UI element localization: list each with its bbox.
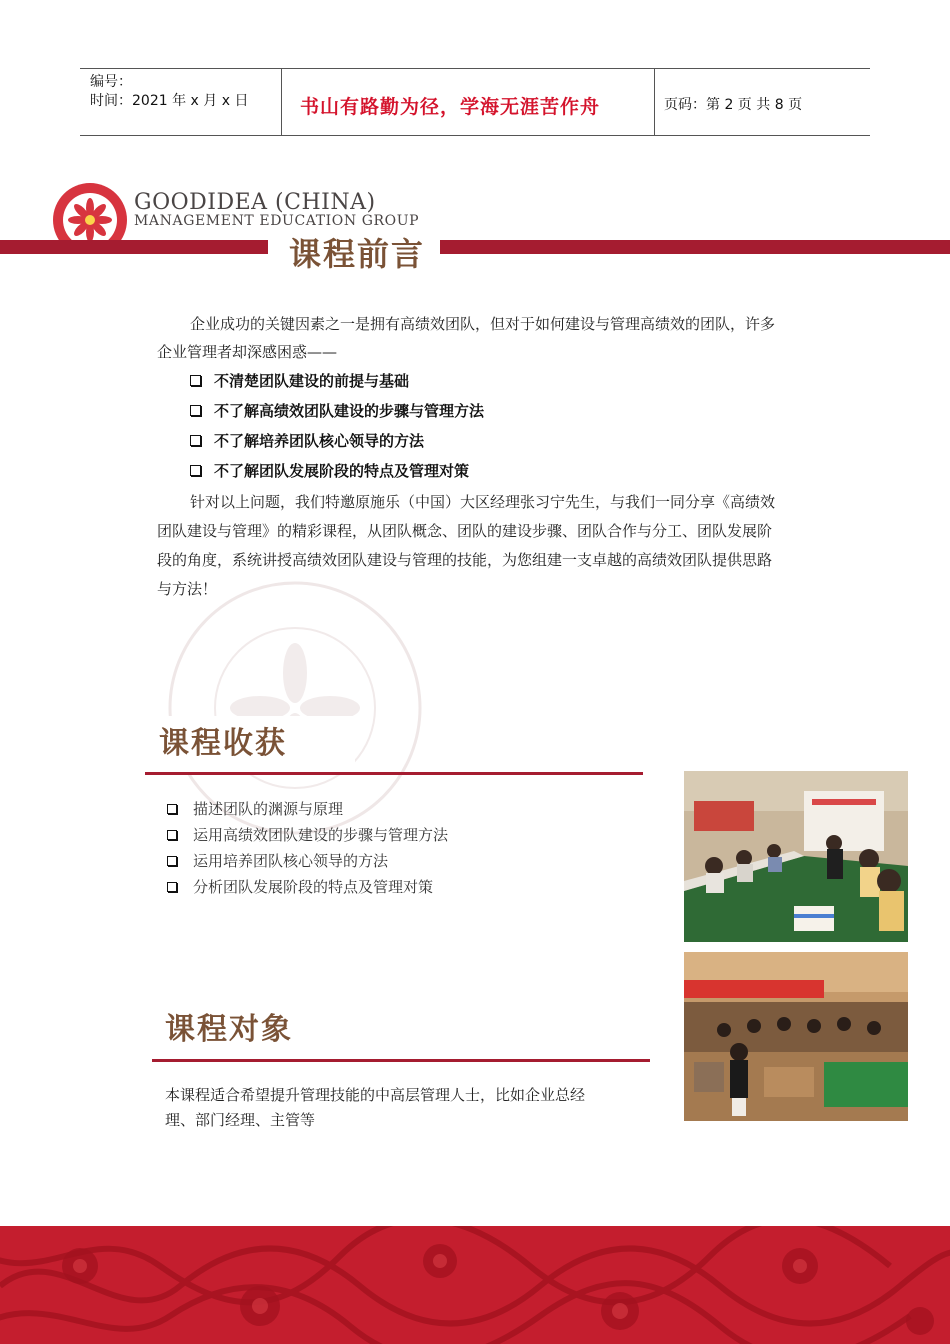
header-divider-1 (281, 68, 282, 136)
preface-paragraph-line-4: 与方法！ (157, 580, 218, 598)
logo-line-2: MANAGEMENT EDUCATION GROUP (134, 213, 420, 229)
gains-list (167, 796, 448, 900)
header-top-rule (80, 68, 870, 69)
preface-bar-right (440, 240, 950, 254)
checkbox-bullet-icon (167, 830, 177, 840)
preface-problem-list (190, 366, 484, 486)
audience-title: 课程对象 (165, 1012, 293, 1047)
audience-underline (152, 1059, 650, 1062)
goodidea-logo-icon (50, 180, 130, 240)
audience-line-1: 本课程适合希望提升管理技能的中高层管理人士，比如企业总经 (165, 1086, 586, 1104)
preface-intro-line-2: 企业管理者却深感困惑—— (157, 343, 338, 361)
gains-title: 课程收获 (159, 726, 287, 761)
checkbox-bullet-icon (190, 405, 201, 416)
classroom-photo-1 (684, 771, 908, 942)
header-page-label: 页码：第 2 页 共 8 页 (664, 97, 803, 113)
list-item: 描述团队的渊源与原理 (167, 796, 448, 822)
list-item: 不清楚团队建设的前提与基础 (190, 366, 484, 396)
logo-line-1: GOODIDEA (CHINA) (134, 190, 376, 215)
list-item: 不了解培养团队核心领导的方法 (190, 426, 484, 456)
checkbox-bullet-icon (167, 882, 177, 892)
checkbox-bullet-icon (190, 435, 201, 446)
list-item: 运用培养团队核心领导的方法 (167, 848, 448, 874)
header-motto: 书山有路勤为径，学海无涯苦作舟 (300, 96, 601, 118)
audience-line-2: 理、部门经理、主管等 (165, 1111, 316, 1129)
preface-paragraph-line-1: 针对以上问题，我们特邀原施乐（中国）大区经理张习宁先生，与我们一同分享《高绩效 (190, 493, 776, 511)
header-number-label: 编号： (90, 74, 132, 90)
preface-title: 课程前言 (289, 235, 426, 273)
header-bottom-rule (80, 135, 870, 136)
header-divider-2 (654, 68, 655, 136)
checkbox-bullet-icon (167, 856, 177, 866)
footer-floral-band (0, 1226, 950, 1344)
preface-bar-left (0, 240, 268, 254)
checkbox-bullet-icon (167, 804, 177, 814)
list-item: 分析团队发展阶段的特点及管理对策 (167, 874, 448, 900)
checkbox-bullet-icon (190, 465, 201, 476)
list-item: 不了解高绩效团队建设的步骤与管理方法 (190, 396, 484, 426)
gains-underline (145, 772, 643, 775)
classroom-photo-2 (684, 952, 908, 1121)
preface-intro-line-1: 企业成功的关键因素之一是拥有高绩效团队，但对于如何建设与管理高绩效的团队，许多 (190, 315, 776, 333)
preface-paragraph-line-3: 段的角度，系统讲授高绩效团队建设与管理的技能，为您组建一支卓越的高绩效团队提供思路 (157, 551, 773, 569)
floral-pattern-icon (0, 1226, 950, 1344)
preface-paragraph-line-2: 团队建设与管理》的精彩课程，从团队概念、团队的建设步骤、团队合作与分工、团队发展阶 (157, 522, 773, 540)
list-item: 运用高绩效团队建设的步骤与管理方法 (167, 822, 448, 848)
list-item: 不了解团队发展阶段的特点及管理对策 (190, 456, 484, 486)
header-time-label: 时间：2021 年 x 月 x 日 (90, 93, 249, 109)
checkbox-bullet-icon (190, 375, 201, 386)
